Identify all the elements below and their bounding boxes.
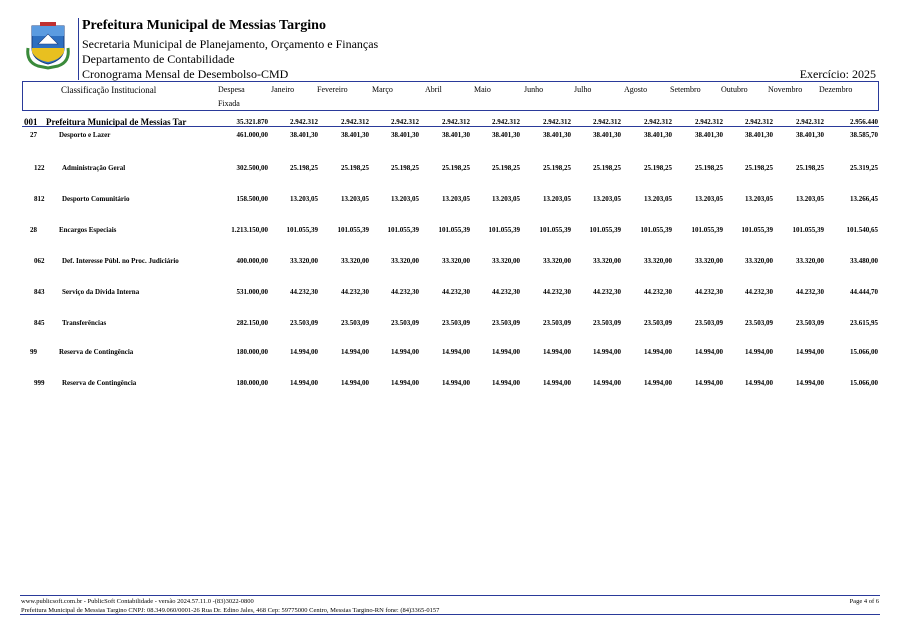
row-month-value: 23.503,09 — [492, 319, 520, 327]
row-month-value: 101.055,39 — [589, 226, 621, 234]
row-month-value: 23.503,09 — [796, 319, 824, 327]
row-month-value: 33.320,00 — [341, 257, 369, 265]
row-month-value: 38.401,30 — [695, 131, 723, 139]
row-month-value: 44.232,30 — [543, 288, 571, 296]
row-code: 843 — [34, 288, 45, 296]
row-month-value: 33.320,00 — [695, 257, 723, 265]
row-month-value: 14.994,00 — [543, 379, 571, 387]
row-month-value: 14.994,00 — [492, 379, 520, 387]
row-month-value: 38.401,30 — [341, 131, 369, 139]
row-code: 812 — [34, 195, 45, 203]
row-month-value: 14.994,00 — [593, 348, 621, 356]
row-month-value: 44.444,70 — [850, 288, 878, 296]
row-month-value: 44.232,30 — [796, 288, 824, 296]
row-code: 27 — [30, 131, 37, 139]
col-month: Março — [372, 85, 393, 94]
row-month-value: 25.198,25 — [745, 164, 773, 172]
row-month-value: 44.232,30 — [492, 288, 520, 296]
row-name: Administração Geral — [62, 164, 126, 172]
row-month-value: 101.055,39 — [286, 226, 318, 234]
row-month-value: 2.942.312 — [442, 118, 470, 126]
row-month-value: 25.198,25 — [442, 164, 470, 172]
row-month-value: 14.994,00 — [442, 379, 470, 387]
row-month-value: 14.994,00 — [695, 379, 723, 387]
row-code: 99 — [30, 348, 37, 356]
row-month-value: 14.994,00 — [290, 348, 318, 356]
row-month-value: 13.203,05 — [442, 195, 470, 203]
row-month-value: 25.198,25 — [290, 164, 318, 172]
row-month-value: 2.942.312 — [796, 118, 824, 126]
col-month: Novembro — [768, 85, 803, 94]
row-code: 28 — [30, 226, 37, 234]
row-month-value: 25.198,25 — [796, 164, 824, 172]
row-month-value: 14.994,00 — [796, 348, 824, 356]
row-name: Desporto Comunitário — [62, 195, 130, 203]
row-month-value: 23.503,09 — [745, 319, 773, 327]
row-month-value: 2.942.312 — [543, 118, 571, 126]
departamento-line: Departamento de Contabilidade — [82, 52, 235, 66]
row-month-value: 14.994,00 — [391, 348, 419, 356]
row-month-value: 38.401,30 — [745, 131, 773, 139]
row-month-value: 38.401,30 — [796, 131, 824, 139]
row-month-value: 25.198,25 — [543, 164, 571, 172]
footer-line-2: Prefeitura Municipal de Messias Targino CNPJ: 08.349.060/0001-26 Rua Dr. Edino Jales, 468 Cep: 59775000 Centro, Messias Targino-RN fone: (84)3365-0157 — [21, 607, 440, 614]
row-month-value: 101.055,39 — [640, 226, 672, 234]
row-month-value: 13.203,05 — [492, 195, 520, 203]
row-month-value: 14.994,00 — [745, 348, 773, 356]
row-month-value: 101.055,39 — [539, 226, 571, 234]
row-total: 531.000,00 — [236, 288, 268, 296]
row-month-value: 23.503,09 — [543, 319, 571, 327]
row-month-value: 2.942.312 — [593, 118, 621, 126]
row-total: 180.000,00 — [236, 379, 268, 387]
row-month-value: 25.198,25 — [341, 164, 369, 172]
row-month-value: 33.320,00 — [442, 257, 470, 265]
row-month-value: 23.503,09 — [391, 319, 419, 327]
row-month-value: 14.994,00 — [644, 379, 672, 387]
col-month: Setembro — [670, 85, 701, 94]
footer-line-1: www.publicsoft.com.br - PublicSoft Contabilidade - versão 2024.57.11.0 -(83)3022-0800 — [21, 598, 254, 605]
row-name: Serviço da Dívida Interna — [62, 288, 140, 296]
row-month-value: 23.503,09 — [442, 319, 470, 327]
org-title: Prefeitura Municipal de Messias Targino — [82, 18, 326, 33]
row-month-value: 2.942.312 — [391, 118, 419, 126]
row-month-value: 33.320,00 — [290, 257, 318, 265]
row-month-value: 14.994,00 — [745, 379, 773, 387]
row-month-value: 38.401,30 — [442, 131, 470, 139]
row-month-value: 38.401,30 — [543, 131, 571, 139]
row-month-value: 13.203,05 — [593, 195, 621, 203]
row-month-value: 14.994,00 — [442, 348, 470, 356]
row-month-value: 23.615,95 — [850, 319, 878, 327]
page-number: Page 4 of 6 — [849, 598, 879, 605]
row-month-value: 23.503,09 — [695, 319, 723, 327]
row-month-value: 13.266,45 — [850, 195, 878, 203]
row-month-value: 2.942.312 — [695, 118, 723, 126]
row-total: 1.213.150,00 — [231, 226, 268, 234]
row-month-value: 38.585,70 — [850, 131, 878, 139]
row-total: 400.000,00 — [236, 257, 268, 265]
col-month: Agosto — [624, 85, 648, 94]
row-month-value: 13.203,05 — [745, 195, 773, 203]
row-month-value: 33.320,00 — [745, 257, 773, 265]
municipal-coat-of-arms-icon — [24, 18, 72, 70]
row-month-value: 101.540,65 — [846, 226, 878, 234]
row-month-value: 44.232,30 — [290, 288, 318, 296]
row-month-value: 14.994,00 — [796, 379, 824, 387]
col-month: Fevereiro — [317, 85, 348, 94]
row-month-value: 2.942.312 — [341, 118, 369, 126]
row-month-value: 14.994,00 — [644, 348, 672, 356]
row-month-value: 2.942.312 — [492, 118, 520, 126]
row-month-value: 101.055,39 — [792, 226, 824, 234]
col-fixada: Fixada — [218, 99, 240, 108]
col-month: Julho — [574, 85, 592, 94]
row-total: 461.000,00 — [236, 131, 268, 139]
row-month-value: 15.066,00 — [850, 348, 878, 356]
row-month-value: 25.319,25 — [850, 164, 878, 172]
row-month-value: 44.232,30 — [442, 288, 470, 296]
row-month-value: 44.232,30 — [695, 288, 723, 296]
row-month-value: 38.401,30 — [391, 131, 419, 139]
report-title: Cronograma Mensal de Desembolso-CMD — [82, 67, 289, 81]
row-month-value: 101.055,39 — [691, 226, 723, 234]
row-month-value: 13.203,05 — [543, 195, 571, 203]
row-month-value: 2.956.440 — [850, 118, 878, 126]
row-month-value: 101.055,39 — [438, 226, 470, 234]
row-month-value: 2.942.312 — [644, 118, 672, 126]
row-month-value: 23.503,09 — [341, 319, 369, 327]
row-month-value: 44.232,30 — [745, 288, 773, 296]
row-month-value: 14.994,00 — [695, 348, 723, 356]
row-month-value: 44.232,30 — [341, 288, 369, 296]
row-month-value: 23.503,09 — [593, 319, 621, 327]
col-month: Janeiro — [271, 85, 295, 94]
row-month-value: 13.203,05 — [695, 195, 723, 203]
row-month-value: 25.198,25 — [391, 164, 419, 172]
row-month-value: 14.994,00 — [341, 348, 369, 356]
row-code: 999 — [34, 379, 45, 387]
row-month-value: 44.232,30 — [391, 288, 419, 296]
row-month-value: 44.232,30 — [593, 288, 621, 296]
row-month-value: 101.055,39 — [488, 226, 520, 234]
row-month-value: 13.203,05 — [644, 195, 672, 203]
row-month-value: 25.198,25 — [695, 164, 723, 172]
row-month-value: 25.198,25 — [593, 164, 621, 172]
row-month-value: 101.055,39 — [387, 226, 419, 234]
row-month-value: 15.066,00 — [850, 379, 878, 387]
row-month-value: 13.203,05 — [341, 195, 369, 203]
row-month-value: 14.994,00 — [492, 348, 520, 356]
row-month-value: 14.994,00 — [543, 348, 571, 356]
row-name: Def. Interesse Públ. no Proc. Judiciário — [62, 257, 179, 265]
exercicio-label: Exercício: 2025 — [799, 67, 876, 81]
col-despesa: Despesa — [218, 85, 245, 94]
row-total: 158.500,00 — [236, 195, 268, 203]
row-month-value: 33.320,00 — [492, 257, 520, 265]
row-month-value: 2.942.312 — [290, 118, 318, 126]
row-code: 845 — [34, 319, 45, 327]
row-name: Transferências — [62, 319, 107, 327]
col-month: Dezembro — [819, 85, 853, 94]
row-month-value: 33.320,00 — [391, 257, 419, 265]
row-name: Reserva de Contingência — [62, 379, 137, 387]
row-month-value: 38.401,30 — [492, 131, 520, 139]
row-month-value: 2.942.312 — [745, 118, 773, 126]
row-code: 001 — [24, 117, 38, 127]
row-month-value: 13.203,05 — [796, 195, 824, 203]
row-code: 062 — [34, 257, 45, 265]
row-month-value: 25.198,25 — [492, 164, 520, 172]
column-header — [22, 81, 879, 111]
row-month-value: 13.203,05 — [290, 195, 318, 203]
row-month-value: 14.994,00 — [593, 379, 621, 387]
row-month-value: 13.203,05 — [391, 195, 419, 203]
row-month-value: 101.055,39 — [741, 226, 773, 234]
row-month-value: 38.401,30 — [593, 131, 621, 139]
row-month-value: 23.503,09 — [644, 319, 672, 327]
secretaria-line: Secretaria Municipal de Planejamento, Orçamento e Finanças — [82, 37, 379, 51]
row-month-value: 14.994,00 — [341, 379, 369, 387]
col-classificacao: Classificação Institucional — [61, 85, 157, 95]
row-name: Encargos Especiais — [59, 226, 117, 234]
row-month-value: 14.994,00 — [391, 379, 419, 387]
row-month-value: 38.401,30 — [644, 131, 672, 139]
row-name: Desporto e Lazer — [59, 131, 111, 139]
row-total: 282.150,00 — [236, 319, 268, 327]
row-month-value: 33.320,00 — [593, 257, 621, 265]
row-name: Prefeitura Municipal de Messias Tar — [46, 117, 187, 127]
col-month: Abril — [425, 85, 442, 94]
col-month: Outubro — [721, 85, 748, 94]
row-total: 302.500,00 — [236, 164, 268, 172]
row-month-value: 23.503,09 — [290, 319, 318, 327]
row-total: 180.000,00 — [236, 348, 268, 356]
row-name: Reserva de Contingência — [59, 348, 134, 356]
row-month-value: 38.401,30 — [290, 131, 318, 139]
footer — [20, 595, 880, 615]
row-month-value: 44.232,30 — [644, 288, 672, 296]
row-month-value: 14.994,00 — [290, 379, 318, 387]
row-month-value: 33.320,00 — [644, 257, 672, 265]
col-month: Junho — [524, 85, 544, 94]
row-month-value: 25.198,25 — [644, 164, 672, 172]
row-total: 35.321.870 — [236, 118, 268, 126]
row-month-value: 33.320,00 — [543, 257, 571, 265]
row-month-value: 33.480,00 — [850, 257, 878, 265]
row-month-value: 33.320,00 — [796, 257, 824, 265]
row-month-value: 101.055,39 — [337, 226, 369, 234]
col-month: Maio — [474, 85, 491, 94]
header-divider — [78, 18, 79, 80]
row-code: 122 — [34, 164, 45, 172]
